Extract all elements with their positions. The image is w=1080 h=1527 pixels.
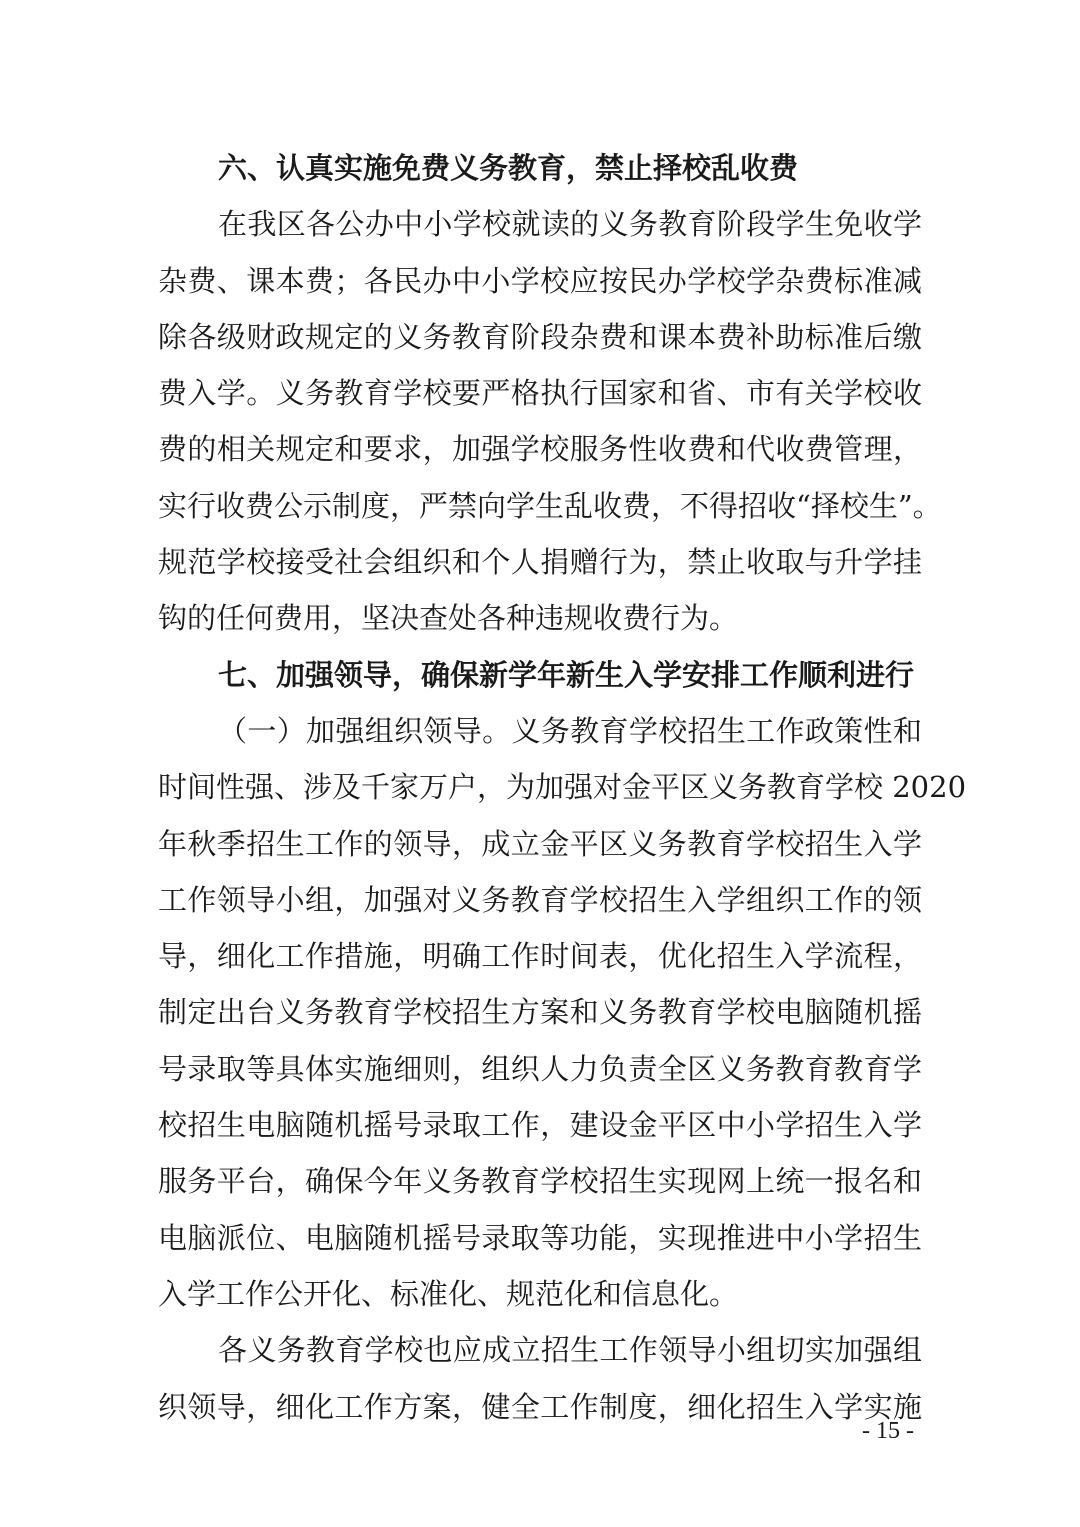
section-6-heading: 六、认真实施免费义务教育，禁止择校乱收费: [218, 151, 799, 185]
section-6-line: 杂费、课本费；各民办中小学校应按民办学校学杂费标准减: [158, 263, 922, 298]
section-7-paragraph-1-line: 入学工作公开化、标准化、规范化和信息化。: [158, 1276, 739, 1311]
section-7-paragraph-1-line: 时间性强、涉及千家万户，为加强对金平区义务教育学校 2020: [158, 770, 967, 805]
section-6-line: 实行收费公示制度，严禁向学生乱收费，不得招收“择校生”。: [158, 488, 942, 523]
section-6-line: 费的相关规定和要求，加强学校服务性收费和代收费管理，: [158, 432, 922, 467]
section-7-paragraph-1-line: 校招生电脑随机摇号录取工作，建设金平区中小学招生入学: [158, 1108, 922, 1143]
document-body: [158, 140, 967, 1435]
section-7-heading: 七、加强领导，确保新学年新生入学安排工作顺利进行: [218, 657, 915, 692]
section-7-paragraph-1-line: 年秋季招生工作的领导，成立金平区义务教育学校招生入学: [158, 826, 922, 861]
section-7-paragraph-2-line: 织领导，细化工作方案，健全工作制度，细化招生入学实施: [158, 1389, 922, 1424]
section-7-paragraph-1-line: 号录取等具体实施细则，组织人力负责全区义务教育教育学: [158, 1051, 922, 1086]
section-7-paragraph-1-line: 电脑派位、电脑随机摇号录取等功能，实现推进中小学招生: [158, 1220, 922, 1255]
page-number: - 15 -: [862, 1418, 914, 1444]
section-6-line: 除各级财政规定的义务教育阶段杂费和课本费补助标准后缴: [158, 319, 922, 354]
section-7-paragraph-1-line: 制定出台义务教育学校招生方案和义务教育学校电脑随机摇: [158, 995, 922, 1030]
section-6-line: 费入学。义务教育学校要严格执行国家和省、市有关学校收: [158, 376, 922, 411]
section-7-paragraph-1-line: 导，细化工作措施，明确工作时间表，优化招生入学流程，: [158, 939, 922, 974]
section-6-line: 规范学校接受社会组织和个人捐赠行为，禁止收取与升学挂: [158, 545, 922, 580]
section-7-paragraph-1-line: （一）加强组织领导。义务教育学校招生工作政策性和: [218, 713, 922, 748]
section-6-line: 钩的任何费用，坚决查处各种违规收费行为。: [158, 601, 739, 636]
section-6-line: 在我区各公办中小学校就读的义务教育阶段学生免收学: [218, 207, 922, 242]
section-7-paragraph-1-line: 工作领导小组，加强对义务教育学校招生入学组织工作的领: [158, 882, 922, 917]
section-7-paragraph-1-line: 服务平台，确保今年义务教育学校招生实现网上统一报名和: [158, 1164, 922, 1199]
section-7-paragraph-2-line: 各义务教育学校也应成立招生工作领导小组切实加强组: [218, 1333, 922, 1368]
